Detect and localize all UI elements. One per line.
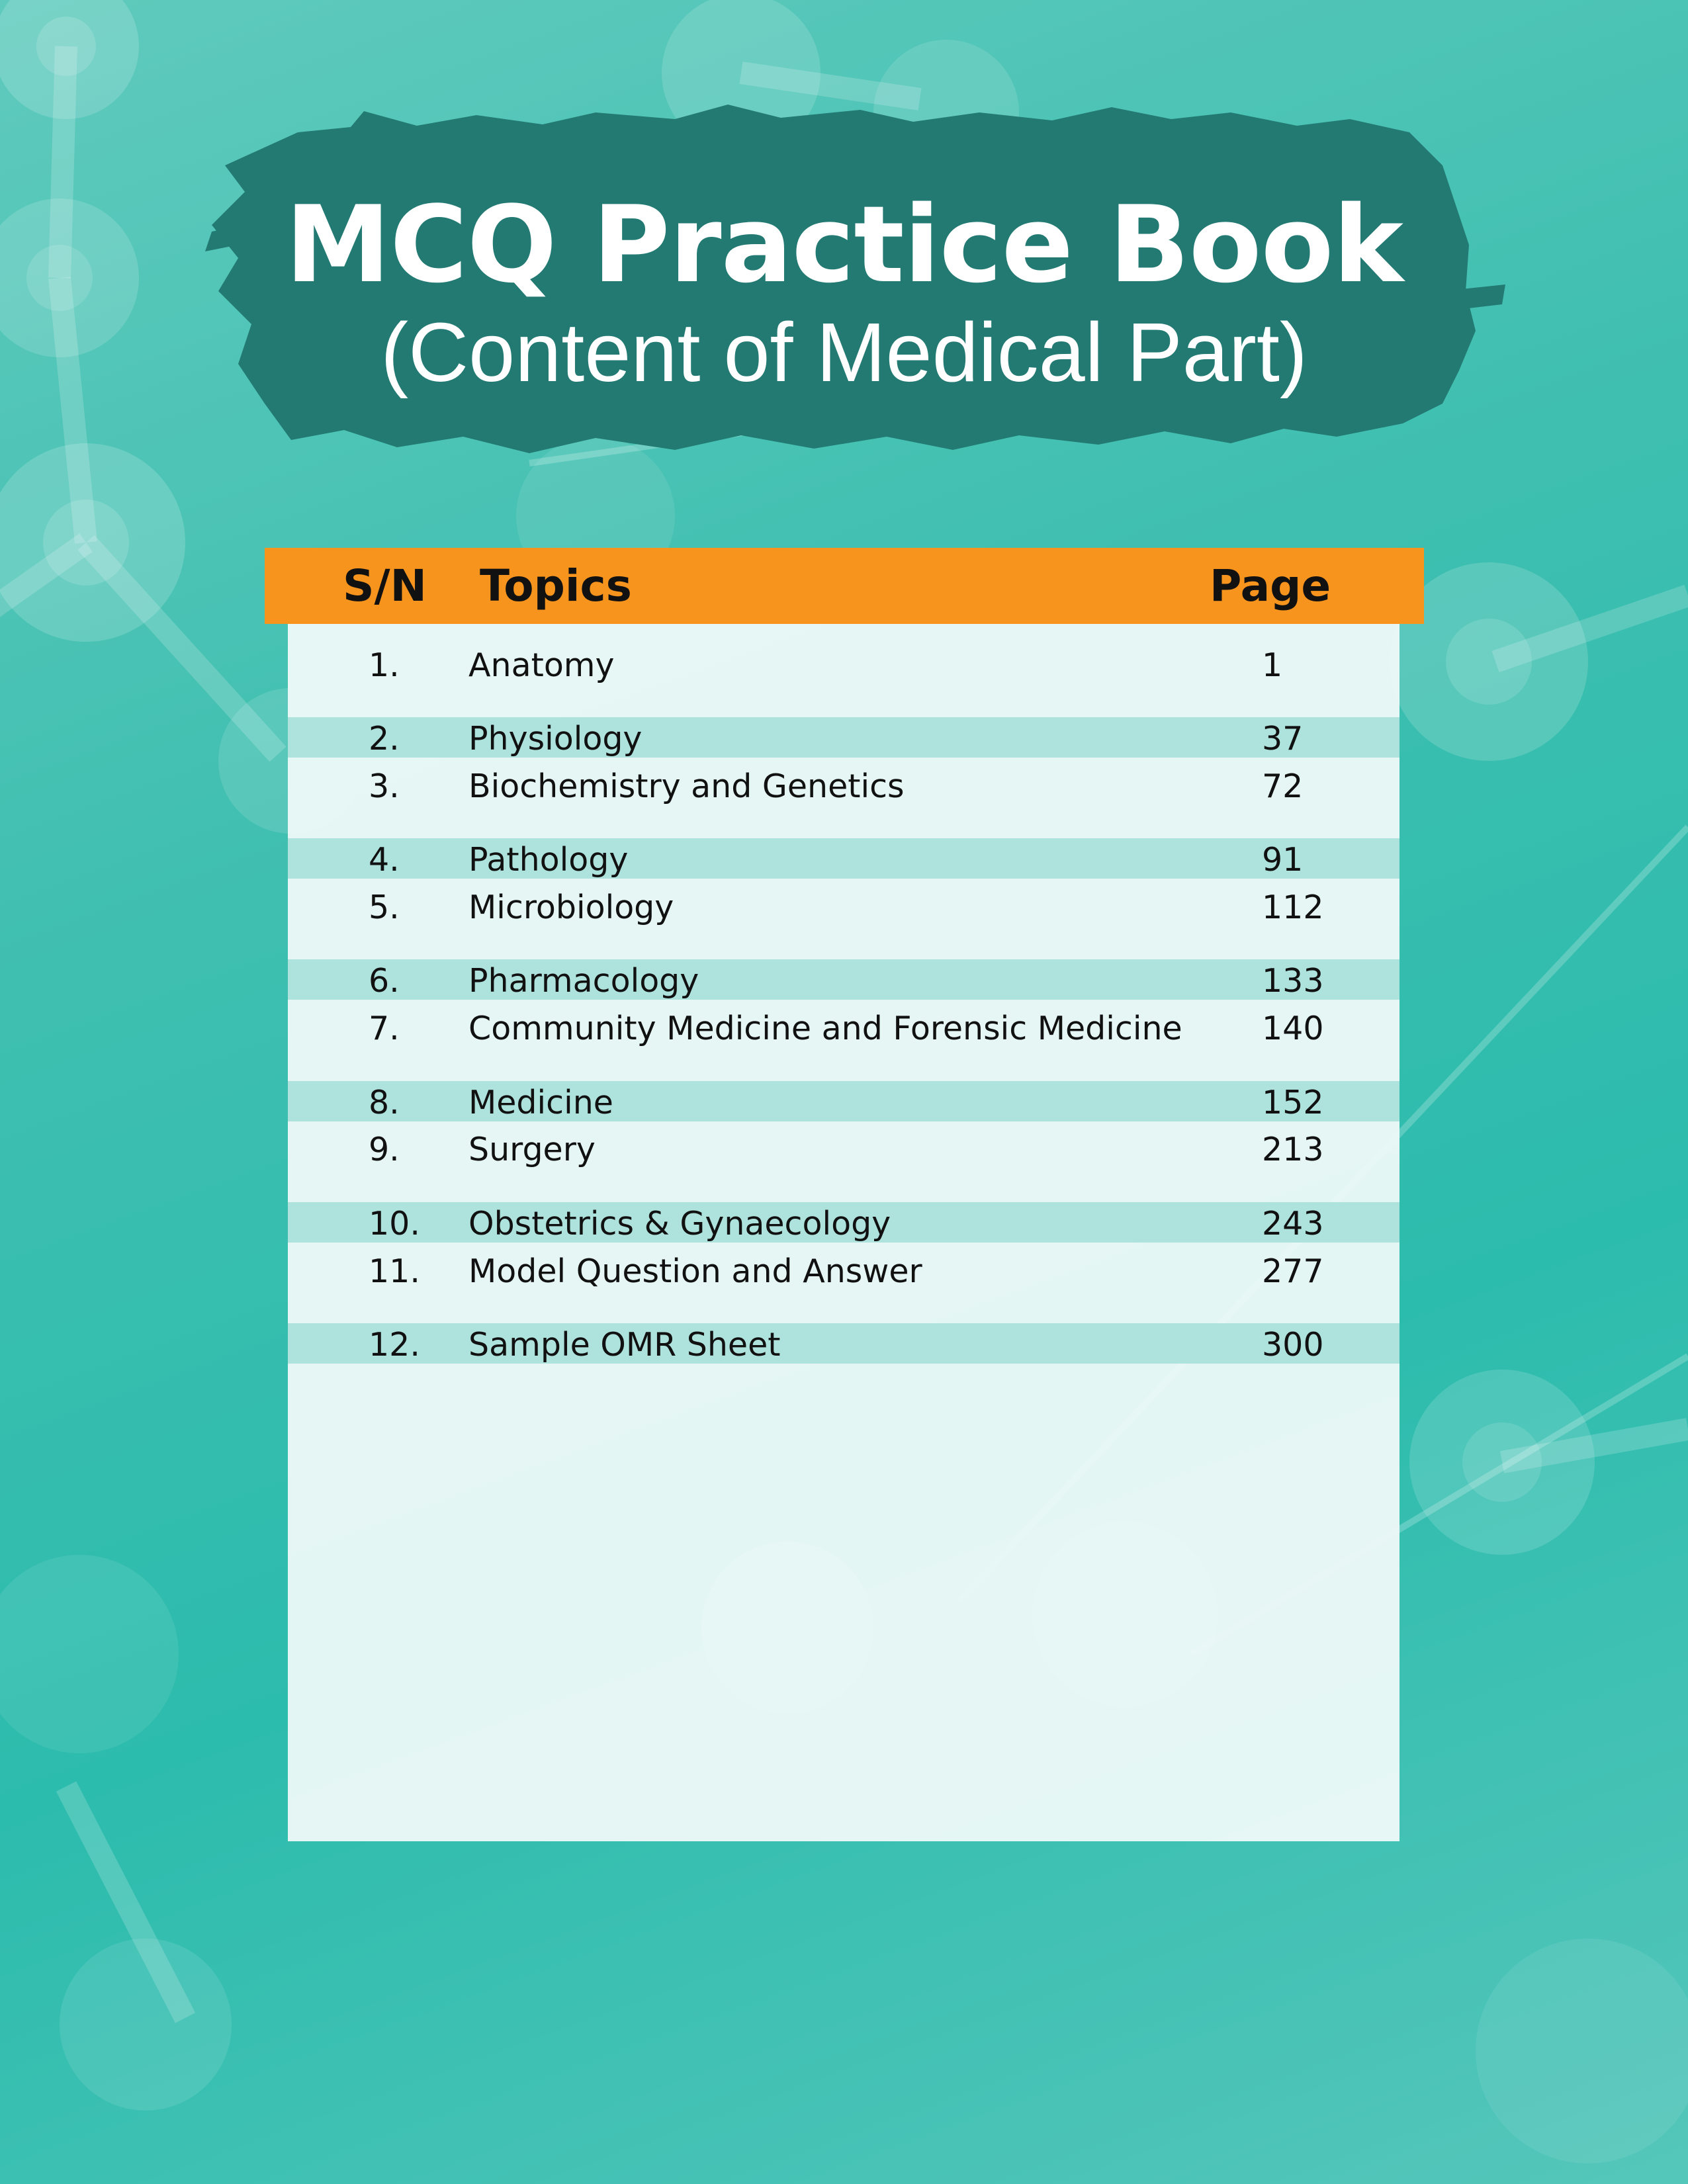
- row-page: 277: [1262, 1252, 1324, 1290]
- row-sn: 4.: [369, 841, 400, 879]
- table-row: [288, 1128, 1399, 1168]
- page-title: MCQ Practice Book: [285, 183, 1403, 306]
- row-topic: Microbiology: [468, 889, 674, 926]
- header-topics: Topics: [480, 560, 632, 611]
- table-row: [288, 1007, 1399, 1047]
- table-row: [288, 1250, 1399, 1290]
- row-topic: Medicine: [468, 1084, 613, 1121]
- row-topic: Model Question and Answer: [468, 1252, 922, 1290]
- table-row: [288, 886, 1399, 926]
- toc-header: [265, 548, 1424, 624]
- row-sn: 6.: [369, 962, 400, 1000]
- table-row: [288, 717, 1399, 758]
- toc-table: [288, 624, 1399, 1841]
- row-page: 300: [1262, 1326, 1324, 1364]
- row-sn: 7.: [369, 1010, 400, 1047]
- row-sn: 10.: [369, 1205, 420, 1243]
- row-page: 72: [1262, 767, 1304, 805]
- row-page: 133: [1262, 962, 1324, 1000]
- row-topic: Anatomy: [468, 646, 615, 684]
- row-topic: Obstetrics & Gynaecology: [468, 1205, 891, 1243]
- table-row: [288, 1323, 1399, 1364]
- row-sn: 3.: [369, 767, 400, 805]
- row-topic: Sample OMR Sheet: [468, 1326, 781, 1364]
- row-sn: 8.: [369, 1084, 400, 1121]
- row-page: 243: [1262, 1205, 1324, 1243]
- table-row: [288, 959, 1399, 1000]
- row-topic: Physiology: [468, 720, 643, 758]
- row-topic: Pathology: [468, 841, 629, 879]
- row-page: 152: [1262, 1084, 1324, 1121]
- row-sn: 12.: [369, 1326, 420, 1364]
- table-row: [288, 838, 1399, 879]
- row-page: 91: [1262, 841, 1304, 879]
- table-row: [288, 1202, 1399, 1243]
- row-page: 112: [1262, 889, 1324, 926]
- table-row: [288, 644, 1399, 684]
- table-row: [288, 1081, 1399, 1121]
- page-subtitle: (Content of Medical Part): [380, 306, 1308, 399]
- row-topic: Biochemistry and Genetics: [468, 767, 905, 805]
- row-sn: 11.: [369, 1252, 420, 1290]
- table-row: [288, 765, 1399, 805]
- row-topic: Surgery: [468, 1131, 596, 1168]
- header-page: Page: [1210, 560, 1331, 611]
- row-page: 213: [1262, 1131, 1324, 1168]
- row-sn: 1.: [369, 646, 400, 684]
- row-topic: Community Medicine and Forensic Medicine: [468, 1010, 1182, 1047]
- row-sn: 2.: [369, 720, 400, 758]
- row-sn: 5.: [369, 889, 400, 926]
- row-page: 140: [1262, 1010, 1324, 1047]
- header-sn: S/N: [343, 560, 427, 611]
- row-page: 37: [1262, 720, 1304, 758]
- row-topic: Pharmacology: [468, 962, 699, 1000]
- row-sn: 9.: [369, 1131, 400, 1168]
- row-page: 1: [1262, 646, 1283, 684]
